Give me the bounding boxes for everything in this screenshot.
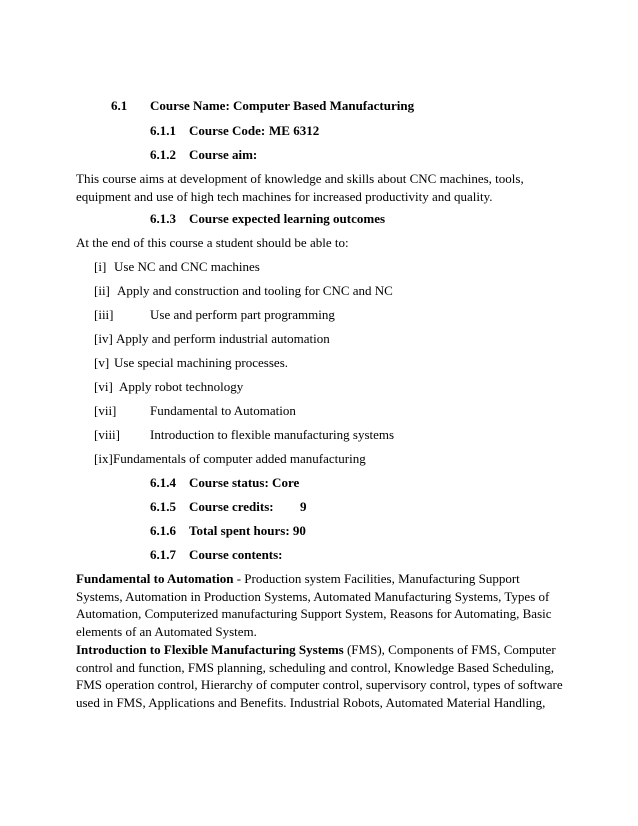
course-credits-value: 9 <box>300 499 307 514</box>
outcome-text: Introduction to flexible manufacturing systems <box>150 427 395 442</box>
course-code-value: ME 6312 <box>269 123 320 138</box>
subsection-number: 6.1.5 <box>150 499 176 514</box>
outcome-marker: [ii] <box>94 283 110 298</box>
subsection-label: Course expected learning outcomes <box>189 211 386 226</box>
content-paragraph-fms <box>76 641 564 711</box>
outcome-marker: [v] <box>94 355 110 370</box>
subsection-number: 6.1.2 <box>150 147 176 162</box>
content-body: (FMS), Components of FMS, Computer control and function, FMS planning, scheduling and control, Knowledge Based Scheduling, FMS operation control, Hierarchy of computer control, supervisory control, types of software used in FMS, Applications and Benefits. Industrial Robots, Automated Material Handling, <box>76 642 563 710</box>
aim-paragraph: This course aims at development of knowledge and skills about CNC machines, tools, equipment and use of high tech machines for increased productivity and quality. <box>76 171 524 204</box>
outcome-marker: [ix] <box>94 451 113 466</box>
outcome-text: Use special machining processes. <box>114 355 289 370</box>
outcome-text: Fundamental to Automation <box>150 403 296 418</box>
outcome-text: Apply robot technology <box>119 379 244 394</box>
subsection-label: Total spent hours: 90 <box>189 523 306 538</box>
section-title: Course Name: Computer Based Manufacturing <box>150 98 415 113</box>
subsection-number: 6.1.4 <box>150 475 176 490</box>
section-number: 6.1 <box>111 98 128 113</box>
subsection-number: 6.1.7 <box>150 547 176 562</box>
outcome-text: Fundamentals of computer added manufacturing <box>113 451 366 466</box>
outcome-text: Use NC and CNC machines <box>114 259 260 274</box>
outcomes-intro: At the end of this course a student should be able to: <box>76 235 349 250</box>
subsection-label: Course status: Core <box>189 475 300 490</box>
outcome-marker: [vi] <box>94 379 113 394</box>
outcome-marker: [iii] <box>94 307 114 322</box>
outcome-marker: [iv] <box>94 331 113 346</box>
content-title: Fundamental to Automation <box>76 571 234 586</box>
outcome-marker: [viii] <box>94 427 120 442</box>
outcome-text: Apply and construction and tooling for CNC and NC <box>117 283 393 298</box>
content-paragraph-automation <box>76 570 564 640</box>
outcome-marker: [i] <box>94 259 107 274</box>
subsection-label: Course credits: <box>189 499 274 514</box>
subsection-number: 6.1.3 <box>150 211 176 226</box>
subsection-number: 6.1.1 <box>150 123 176 138</box>
subsection-label: Course contents: <box>189 547 283 562</box>
subsection-label: Course aim: <box>189 147 258 162</box>
outcome-marker: [vii] <box>94 403 117 418</box>
subsection-label: Course Code: <box>189 123 266 138</box>
subsection-number: 6.1.6 <box>150 523 176 538</box>
content-title: Introduction to Flexible Manufacturing Systems <box>76 642 344 657</box>
content-body: - Production system Facilities, Manufacturing Support Systems, Automation in Production Systems, Automated Manufacturing Systems, Types of Automation, Computerized manufacturing Support System, Reasons for Automating, Basic elements of an Automated System. <box>76 571 552 639</box>
outcome-text: Apply and perform industrial automation <box>116 331 330 346</box>
outcome-text: Use and perform part programming <box>150 307 335 322</box>
